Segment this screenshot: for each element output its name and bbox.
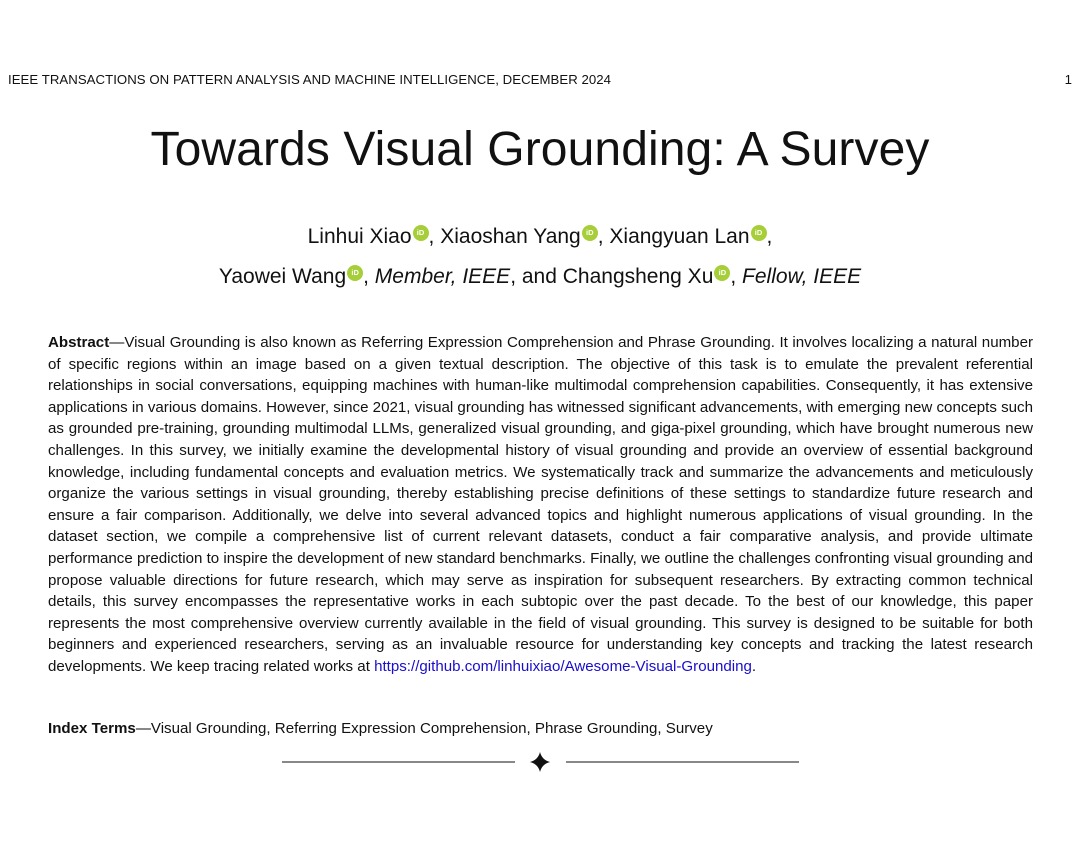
author-line-2: Yaowei Wang iD , Member, IEEE, and Changsheng Xu iD , Fellow, IEEE xyxy=(218,265,862,288)
author-conjunction: and xyxy=(521,265,557,288)
index-terms-body: —Visual Grounding, Referring Expression Comprehension, Phrase Grounding, Survey xyxy=(135,720,713,737)
orcid-icon[interactable]: iD xyxy=(751,225,767,241)
author-name: Linhui Xiao xyxy=(307,225,412,248)
author-name: Xiangyuan Lan xyxy=(609,225,750,248)
index-terms xyxy=(48,718,1033,740)
abstract xyxy=(48,332,1033,678)
page-number: 1 xyxy=(1064,72,1072,87)
abstract-body: —Visual Grounding is also known as Referring Expression Comprehension and Phrase Grounding. It involves localizing a natural number of specific regions within an image based on a given textual description. The objective of this task is to emulate the prevalent referential relationships in social conversations, equipping machines with human-like multimodal comprehension capabilities. Consequently, it has extensive applications in various domains. However, since 2021, visual grounding has witnessed significant advancements, with emerging new concepts such as grounded pre-training, grounding multimodal LLMs, generalized visual grounding, and giga-pixel grounding, which have brought numerous new challenges. In this survey, we initially examine the developmental history of visual grounding and provide an overview of essential background knowledge, including fundamental concepts and evaluation metrics. We systematically track and summarize the advancements and meticulously organize the various settings in visual grounding, thereby establishing precise definitions of these settings to standardize future research and ensure a fair comparison. Additionally, we delve into several advanced topics and highlight numerous applications of visual grounding. In the dataset section, we compile a comprehensive list of current relevant datasets, conduct a fair comparative analysis, and provide ultimate performance prediction to inspire the development of new standard benchmarks. Finally, we outline the challenges confronting visual grounding and propose valuable directions for future research, which may serve as inspiration for subsequent researchers. By extracting common technical details, this survey encompasses the representative works in each subtopic over the past decade. To the best of our knowledge, this paper represents the most comprehensive overview currently available in the field of visual grounding. This survey is designed to be suitable for both beginners and experienced researchers, serving as an invaluable resource for understanding key concepts and tracking the latest research developments. We keep tracing related works at xyxy=(48,334,1033,675)
section-divider xyxy=(0,752,1080,772)
divider-star-icon xyxy=(530,752,550,772)
abstract-end: . xyxy=(751,657,757,675)
author-name: Changsheng Xu xyxy=(562,265,714,288)
orcid-icon[interactable]: iD xyxy=(413,225,429,241)
author-name: Xiaoshan Yang xyxy=(440,225,581,248)
running-header xyxy=(8,72,1072,90)
orcid-icon[interactable]: iD xyxy=(347,265,363,281)
repository-link[interactable]: https://github.com/linhuixiao/Awesome-Visual-Grounding xyxy=(374,657,752,675)
author-affiliation: Fellow, IEEE xyxy=(742,265,862,288)
author-line-1: Linhui Xiao iD , Xiaoshan Yang iD , Xiangyuan Lan iD , xyxy=(307,225,773,248)
author-name: Yaowei Wang xyxy=(218,265,347,288)
author-affiliation: Member, IEEE xyxy=(374,265,511,288)
orcid-icon[interactable]: iD xyxy=(714,265,730,281)
abstract-label: Abstract xyxy=(48,334,110,351)
journal-name: IEEE TRANSACTIONS ON PATTERN ANALYSIS AND MACHINE INTELLIGENCE, DECEMBER 2024 xyxy=(8,72,612,87)
paper-title: Towards Visual Grounding: A Survey xyxy=(150,123,930,176)
orcid-icon[interactable]: iD xyxy=(582,225,598,241)
index-terms-label: Index Terms xyxy=(48,720,136,737)
